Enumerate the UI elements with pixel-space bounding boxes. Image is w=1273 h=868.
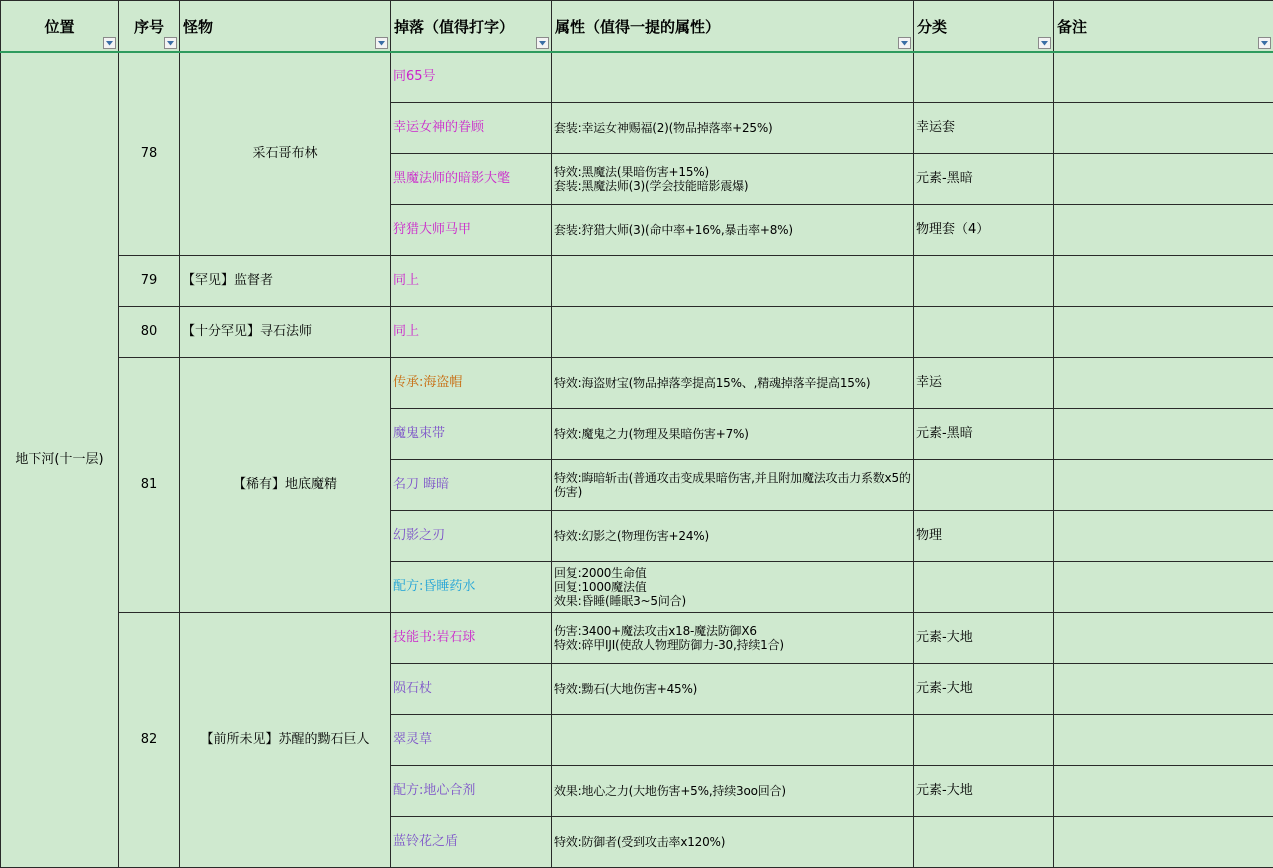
cell-attr[interactable] bbox=[552, 459, 914, 510]
cell-monster[interactable]: 【十分罕见】寻石法师 bbox=[180, 306, 391, 357]
attr-line: 特效:黑魔法(果暗伤害+15%) bbox=[554, 165, 911, 179]
cell-category[interactable] bbox=[914, 561, 1054, 612]
cell-attr[interactable] bbox=[552, 102, 914, 153]
cell-remark[interactable] bbox=[1054, 408, 1273, 459]
cell-drop[interactable]: 蓝铃花之盾 bbox=[391, 816, 552, 867]
cell-category[interactable]: 物理套（4） bbox=[914, 204, 1054, 255]
cell-remark[interactable] bbox=[1054, 255, 1273, 306]
cell-drop[interactable]: 技能书:岩石球 bbox=[391, 612, 552, 663]
attr-line: 套装:狩猎大师(3)(命中率+16%,暴击率+8%) bbox=[554, 223, 911, 237]
cell-category[interactable]: 元素-黑暗 bbox=[914, 153, 1054, 204]
cell-remark[interactable] bbox=[1054, 306, 1273, 357]
cell-attr[interactable] bbox=[552, 255, 914, 306]
header-attr[interactable] bbox=[552, 1, 914, 53]
cell-remark[interactable] bbox=[1054, 102, 1273, 153]
header-remark-label: 备注 bbox=[1057, 20, 1087, 34]
cell-attr[interactable] bbox=[552, 612, 914, 663]
header-row bbox=[1, 1, 1273, 53]
cell-category[interactable]: 元素-大地 bbox=[914, 765, 1054, 816]
filter-dropdown-icon[interactable] bbox=[1038, 37, 1051, 49]
cell-seq[interactable]: 79 bbox=[119, 255, 180, 306]
cell-monster[interactable]: 【前所未见】苏醒的黝石巨人 bbox=[180, 612, 391, 867]
cell-remark[interactable] bbox=[1054, 153, 1273, 204]
header-category[interactable] bbox=[914, 1, 1054, 53]
attr-line: 特效:晦暗斩击(普通攻击变成果暗伤害,并且附加魔法攻击力系数x5的伤害) bbox=[554, 471, 911, 499]
table-row[interactable] bbox=[1, 52, 1273, 102]
cell-seq[interactable]: 78 bbox=[119, 52, 180, 255]
cell-drop[interactable]: 翠灵草 bbox=[391, 714, 552, 765]
header-seq[interactable] bbox=[119, 1, 180, 53]
cell-remark[interactable] bbox=[1054, 816, 1273, 867]
cell-attr[interactable] bbox=[552, 510, 914, 561]
cell-attr[interactable] bbox=[552, 561, 914, 612]
cell-category[interactable] bbox=[914, 816, 1054, 867]
attr-line: 特效:黝石(大地伤害+45%) bbox=[554, 682, 911, 696]
header-category-label: 分类 bbox=[917, 20, 947, 34]
attr-line: 特效:幻影之(物理伤害+24%) bbox=[554, 529, 911, 543]
cell-drop[interactable]: 配方:地心合剂 bbox=[391, 765, 552, 816]
cell-seq[interactable]: 80 bbox=[119, 306, 180, 357]
header-monster[interactable] bbox=[180, 1, 391, 53]
cell-attr[interactable] bbox=[552, 714, 914, 765]
cell-drop[interactable]: 狩猎大师马甲 bbox=[391, 204, 552, 255]
cell-drop[interactable]: 幻影之刃 bbox=[391, 510, 552, 561]
attr-line: 特效:魔鬼之力(物理及果暗伤害+7%) bbox=[554, 427, 911, 441]
attr-line: 效果:地心之力(大地伤害+5%,持续3oo回合) bbox=[554, 784, 911, 798]
cell-category[interactable] bbox=[914, 714, 1054, 765]
attr-line: 特效:海盗财宝(物品掉落孪提高15%、,精魂掉落辛提高15%) bbox=[554, 376, 911, 390]
table-body bbox=[1, 52, 1273, 867]
filter-dropdown-icon[interactable] bbox=[103, 37, 116, 49]
header-drop-label: 掉落（值得打字） bbox=[394, 20, 514, 34]
filter-dropdown-icon[interactable] bbox=[536, 37, 549, 49]
cell-category[interactable]: 幸运套 bbox=[914, 102, 1054, 153]
attr-line: 套装:幸运女神赐福(2)(物品掉落率+25%) bbox=[554, 121, 911, 135]
cell-attr[interactable] bbox=[552, 408, 914, 459]
header-seq-label: 序号 bbox=[119, 20, 179, 34]
cell-monster[interactable]: 【罕见】监督者 bbox=[180, 255, 391, 306]
attr-line: 套装:黑魔法师(3)(学会技能暗影震爆) bbox=[554, 179, 911, 193]
cell-category[interactable] bbox=[914, 52, 1054, 102]
cell-attr[interactable] bbox=[552, 765, 914, 816]
filter-dropdown-icon[interactable] bbox=[898, 37, 911, 49]
cell-monster[interactable]: 【稀有】地底魔精 bbox=[180, 357, 391, 612]
cell-remark[interactable] bbox=[1054, 663, 1273, 714]
cell-location[interactable]: 地下河(十一层) bbox=[1, 52, 119, 867]
cell-drop[interactable]: 同上 bbox=[391, 255, 552, 306]
cell-remark[interactable] bbox=[1054, 561, 1273, 612]
cell-category[interactable] bbox=[914, 459, 1054, 510]
cell-remark[interactable] bbox=[1054, 357, 1273, 408]
cell-attr[interactable] bbox=[552, 306, 914, 357]
cell-seq[interactable]: 81 bbox=[119, 357, 180, 612]
cell-category[interactable]: 幸运 bbox=[914, 357, 1054, 408]
table-row[interactable] bbox=[1, 357, 1273, 408]
cell-remark[interactable] bbox=[1054, 204, 1273, 255]
cell-drop[interactable]: 陨石杖 bbox=[391, 663, 552, 714]
attr-line: 特效:碎甲IJI(使敌人物理防御力-30,持续1合) bbox=[554, 638, 911, 652]
cell-drop[interactable]: 黑魔法师的暗影大氅 bbox=[391, 153, 552, 204]
cell-category[interactable]: 元素-黑暗 bbox=[914, 408, 1054, 459]
cell-drop[interactable]: 同65号 bbox=[391, 52, 552, 102]
cell-category[interactable] bbox=[914, 255, 1054, 306]
cell-drop[interactable]: 配方:昏睡药水 bbox=[391, 561, 552, 612]
cell-category[interactable]: 元素-大地 bbox=[914, 663, 1054, 714]
cell-drop[interactable]: 魔鬼束带 bbox=[391, 408, 552, 459]
cell-attr[interactable] bbox=[552, 52, 914, 102]
attr-line: 效果:昏睡(睡眠3~5问合) bbox=[554, 594, 911, 608]
cell-monster[interactable]: 采石哥布林 bbox=[180, 52, 391, 255]
attr-line: 回复:2000生命值 bbox=[554, 566, 911, 580]
cell-category[interactable] bbox=[914, 306, 1054, 357]
cell-seq[interactable]: 82 bbox=[119, 612, 180, 867]
cell-attr[interactable] bbox=[552, 663, 914, 714]
cell-drop[interactable]: 名刀 晦暗 bbox=[391, 459, 552, 510]
cell-remark[interactable] bbox=[1054, 52, 1273, 102]
filter-dropdown-icon[interactable] bbox=[164, 37, 177, 49]
table-row[interactable] bbox=[1, 255, 1273, 306]
header-drop[interactable] bbox=[391, 1, 552, 53]
cell-remark[interactable] bbox=[1054, 612, 1273, 663]
cell-drop[interactable]: 同上 bbox=[391, 306, 552, 357]
cell-remark[interactable] bbox=[1054, 510, 1273, 561]
cell-drop[interactable]: 幸运女神的眷顾 bbox=[391, 102, 552, 153]
cell-attr[interactable] bbox=[552, 357, 914, 408]
header-location[interactable] bbox=[1, 1, 119, 53]
cell-remark[interactable] bbox=[1054, 714, 1273, 765]
table-row[interactable] bbox=[1, 612, 1273, 663]
attr-line: 伤害:3400+魔法攻击x18-魔法防御X6 bbox=[554, 624, 911, 638]
cell-attr[interactable] bbox=[552, 816, 914, 867]
header-attr-label: 属性（值得一提的属性） bbox=[555, 20, 720, 34]
attr-line: 特效:防御者(受到攻击率x120%) bbox=[554, 835, 911, 849]
header-monster-label: 怪物 bbox=[183, 20, 213, 34]
header-remark[interactable] bbox=[1054, 1, 1273, 53]
cell-category[interactable]: 元素-大地 bbox=[914, 612, 1054, 663]
cell-remark[interactable] bbox=[1054, 459, 1273, 510]
filter-dropdown-icon[interactable] bbox=[375, 37, 388, 49]
cell-remark[interactable] bbox=[1054, 765, 1273, 816]
attr-line: 回复:1000魔法值 bbox=[554, 580, 911, 594]
cell-attr[interactable] bbox=[552, 153, 914, 204]
cell-drop[interactable]: 传承:海盗帽 bbox=[391, 357, 552, 408]
filter-dropdown-icon[interactable] bbox=[1258, 37, 1271, 49]
cell-attr[interactable] bbox=[552, 204, 914, 255]
cell-category[interactable]: 物理 bbox=[914, 510, 1054, 561]
table-row[interactable] bbox=[1, 306, 1273, 357]
header-location-label: 位置 bbox=[1, 20, 118, 34]
